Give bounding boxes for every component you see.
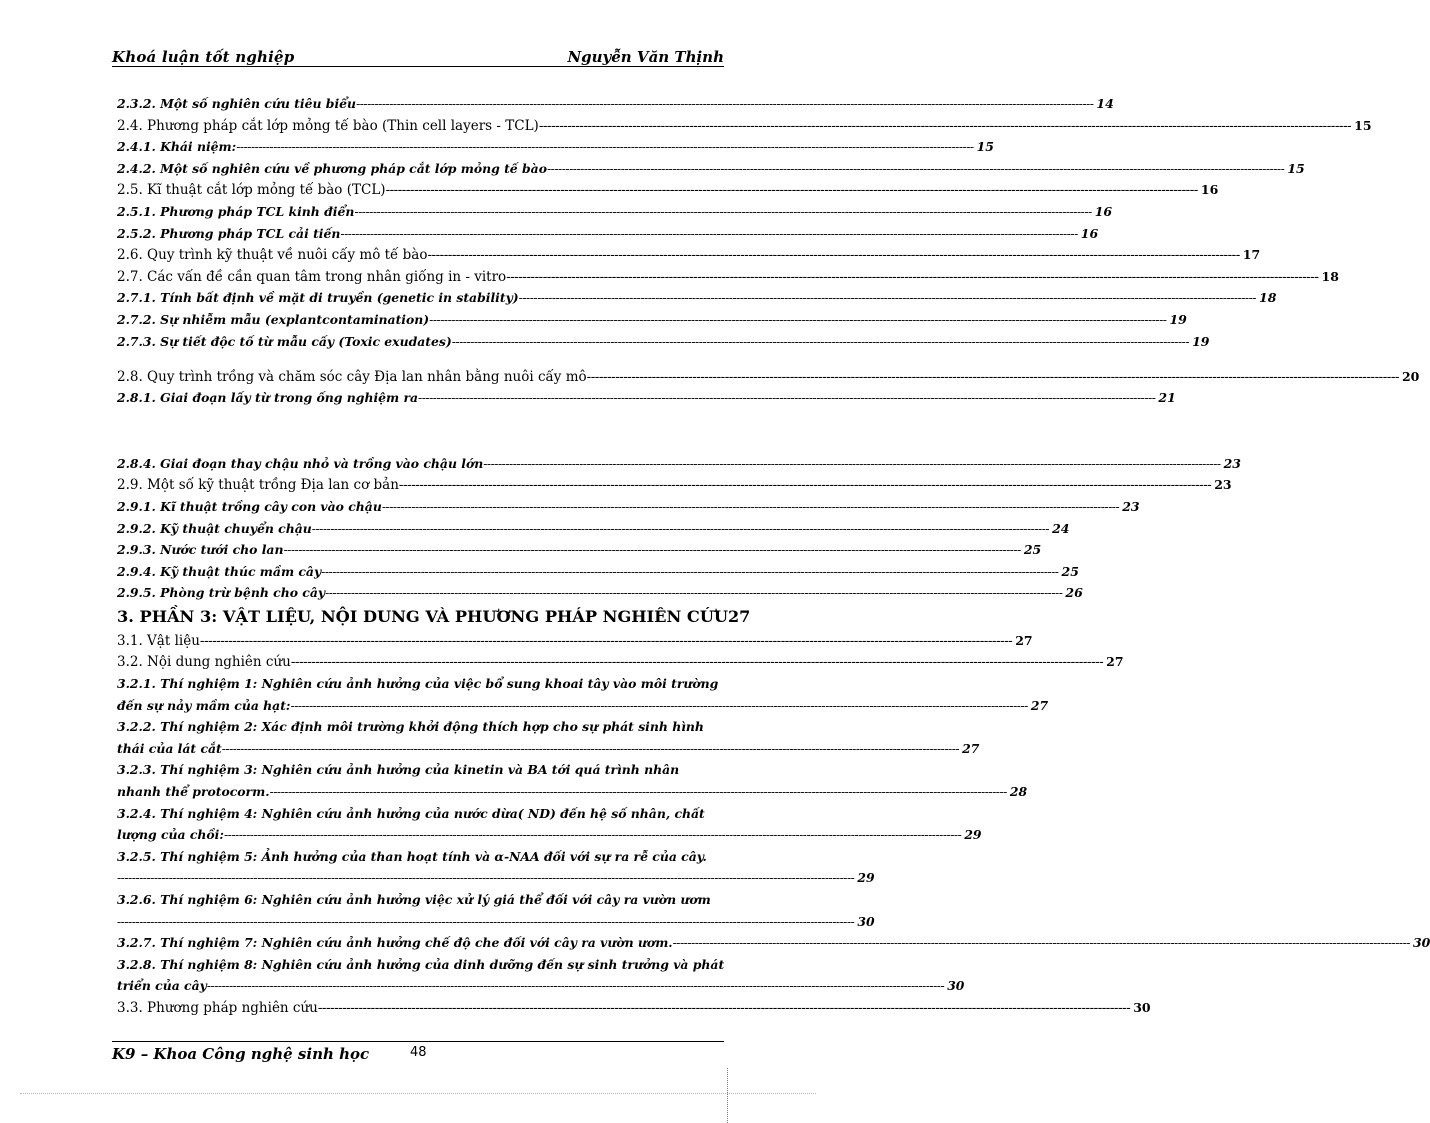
page-crop-mark-horizontal: [20, 1093, 816, 1094]
leader-dots: [291, 695, 1028, 717]
toc-entry[interactable]: [117, 474, 1232, 496]
toc-entry-page: 27: [1030, 697, 1049, 713]
toc-entry[interactable]: [117, 115, 1372, 137]
toc-entry[interactable]: [117, 651, 1124, 673]
toc-entry-title-cont: nhanh thể protocorm.: [117, 784, 270, 800]
toc-entry[interactable]: [117, 366, 1420, 388]
toc-entry[interactable]: [117, 309, 1187, 331]
toc-entry-page: 20: [1401, 368, 1420, 384]
toc-entry-title: 3.2.5. Thí nghiệm 5: Ảnh hưởng của than hoạt tính và α-NAA đối với sự ra rễ của cây.: [117, 848, 707, 864]
toc-entry[interactable]: [117, 244, 1261, 266]
toc-entry-page: 16: [1080, 225, 1099, 241]
toc-entry-title: 2.9.3. Nước tưới cho lan: [117, 542, 284, 558]
toc-entry-page: 18: [1321, 268, 1339, 284]
toc-entry-title: 3.2.3. Thí nghiệm 3: Nghiên cứu ảnh hưởng của kinetin và BA tới quá trình nhân: [117, 762, 680, 778]
toc-entry-title: 2.5.1. Phương pháp TCL kinh điển: [117, 203, 355, 219]
toc-entry-title: 2.9.4. Kỹ thuật thúc mầm cây: [117, 563, 322, 579]
toc-entry-title: 3.2.2. Thí nghiệm 2: Xác định môi trường khởi động thích hợp cho sự phát sinh hình: [117, 719, 704, 735]
leader-dots: [418, 387, 1155, 409]
toc-entry-experiment-4[interactable]: [117, 803, 982, 846]
toc-entry-experiment-8[interactable]: [117, 954, 965, 997]
toc-entry[interactable]: [117, 561, 1079, 583]
toc-entry-page: 30: [1412, 935, 1430, 951]
toc-entry-title: 3.1. Vật liệu: [117, 632, 200, 649]
toc-entry-title: 3.2.4. Thí nghiệm 4: Nghiên cứu ảnh hưởng của nước dừa( ND) đến hệ số nhân, chất: [117, 805, 705, 821]
toc-entry-page: 16: [1094, 203, 1113, 219]
toc-entry-experiment-6[interactable]: [117, 889, 875, 932]
toc-entry[interactable]: [117, 539, 1042, 561]
leader-dots: [354, 201, 1091, 223]
toc-entry-page: 24: [1052, 520, 1070, 536]
leader-dots: [547, 158, 1284, 180]
toc-part-heading[interactable]: [117, 604, 751, 630]
toc-entry-title: 2.4.2. Một số nghiên cứu về phương pháp cắt lớp mỏng tế bào: [117, 160, 547, 176]
toc-entry-page: 28: [1009, 784, 1028, 800]
toc-entry[interactable]: [117, 453, 1241, 475]
toc-entry[interactable]: [117, 201, 1113, 223]
toc-entry[interactable]: [117, 387, 1176, 409]
toc-entry-experiment-2[interactable]: [117, 716, 980, 759]
toc-entry-title: 3.2.6. Thí nghiệm 6: Nghiên cứu ảnh hưởng việc xử lý giá thể đối với cây ra vườn ươm: [117, 892, 711, 907]
footer-page-number: 48: [410, 1045, 427, 1060]
leader-dots: [321, 561, 1058, 583]
leader-dots: [117, 867, 854, 889]
toc-entry-page: 21: [1158, 390, 1176, 406]
leader-dots: [382, 496, 1119, 518]
leader-dots: [356, 93, 1093, 115]
leader-dots: [318, 998, 1130, 1020]
leader-dots: [506, 267, 1318, 289]
toc-entry-page: 25: [1061, 563, 1079, 579]
toc-entry-experiment-7[interactable]: [117, 932, 1430, 954]
header-author-name: Nguyễn Văn Thịnh: [567, 48, 724, 66]
toc-entry-page: 26: [1065, 585, 1083, 601]
toc-entry-page: 23: [1223, 455, 1241, 471]
toc-entry-page: 29: [857, 870, 875, 886]
leader-dots: [452, 331, 1189, 352]
page-crop-mark-vertical: [727, 1068, 728, 1123]
toc-entry-page: 30: [947, 978, 965, 994]
toc-entry-title: 3. PHẦN 3: VẬT LIỆU, NỘI DUNG VÀ PHƯƠNG PHÁP NGHIÊN CỨU: [117, 606, 729, 626]
leader-dots: [222, 738, 959, 760]
toc-entry[interactable]: [117, 179, 1219, 201]
leader-dots: [399, 475, 1211, 497]
toc-entry-page: 19: [1192, 333, 1210, 349]
toc-entry-title: 3.2.1. Thí nghiệm 1: Nghiên cứu ảnh hưởng của việc bổ sung khoai tây vào môi trường: [117, 676, 719, 692]
toc-entry-title: 2.8.1. Giai đoạn lấy từ trong ống nghiệm ra: [117, 390, 419, 406]
toc-entry-page: 30: [1133, 999, 1151, 1015]
page-footer: [112, 1041, 724, 1062]
leader-dots: [483, 453, 1220, 475]
toc-entry[interactable]: [117, 158, 1305, 180]
toc-entry-title: 2.9. Một số kỹ thuật trồng Địa lan cơ bản: [117, 477, 399, 494]
toc-entry-clipped[interactable]: [117, 331, 1210, 349]
leader-dots: [325, 582, 1062, 604]
toc-entry-experiment-1[interactable]: [117, 673, 1049, 716]
leader-dots: [539, 116, 1351, 138]
toc-entry-page: 27: [1015, 632, 1033, 648]
toc-entry[interactable]: [117, 136, 994, 158]
toc-entry[interactable]: [117, 287, 1277, 309]
table-of-contents: [117, 93, 1430, 1019]
toc-entry-title: 2.9.5. Phòng trừ bệnh cho cây: [117, 585, 326, 601]
leader-dots: [207, 975, 944, 997]
leader-dots: [429, 309, 1166, 331]
toc-entry-page: 16: [1200, 182, 1219, 198]
toc-entry-page: 30: [857, 913, 875, 929]
toc-entry-page: 23: [1214, 477, 1232, 493]
toc-entry-page: 14: [1096, 96, 1114, 111]
leader-dots: [386, 180, 1198, 202]
toc-entry-title-cont: lượng của chồi:: [117, 827, 224, 843]
leader-dots: [673, 932, 1410, 954]
section-gap: [117, 409, 722, 453]
toc-entry-page: 27: [1106, 654, 1124, 670]
toc-entry-title-cont: đến sự nảy mầm của hạt:: [117, 697, 291, 713]
toc-entry-title: 2.7. Các vấn đề cần quan tâm trong nhân giống in - vitro: [117, 268, 507, 285]
toc-entry-title: 2.4.1. Khái niệm:: [117, 139, 237, 155]
toc-entry-page: 15: [1354, 117, 1372, 133]
leader-dots: [340, 223, 1077, 245]
leader-dots: [587, 367, 1399, 389]
toc-entry-title: 2.9.1. Kĩ thuật trồng cây con vào chậu: [117, 498, 382, 514]
toc-entry-page: 17: [1242, 247, 1261, 263]
toc-entry-title: 2.5. Kĩ thuật cắt lớp mỏng tế bào (TCL): [117, 182, 386, 199]
toc-entry-title: 2.7.3. Sự tiết độc tố từ mẫu cấy (Toxic exudates): [117, 333, 452, 349]
toc-entry-page: 18: [1259, 290, 1277, 306]
toc-entry-title: 2.8. Quy trình trồng và chăm sóc cây Địa lan nhân bằng nuôi cấy mô: [117, 368, 587, 385]
toc-entry-title: 3.3. Phương pháp nghiên cứu: [117, 999, 318, 1016]
toc-entry[interactable]: [117, 997, 1151, 1019]
toc-entry[interactable]: [117, 582, 1083, 604]
leader-dots: [117, 911, 854, 933]
toc-entry-title: 2.7.2. Sự nhiễm mẫu (explantcontamination): [117, 311, 430, 327]
toc-entry-page: 15: [976, 139, 994, 155]
toc-entry-title: 2.6. Quy trình kỹ thuật về nuôi cấy mô tế bào: [117, 247, 428, 264]
leader-dots: [283, 539, 1020, 561]
leader-dots: [519, 287, 1256, 309]
toc-entry-title: 3.2.7. Thí nghiệm 7: Nghiên cứu ảnh hưởng chế độ che đối với cây ra vườn ươm.: [117, 935, 673, 951]
leader-dots: [291, 652, 1103, 674]
toc-entry-title: 2.5.2. Phương pháp TCL cải tiến: [117, 225, 341, 241]
toc-entry-page: 15: [1287, 160, 1305, 176]
header-thesis-label: Khoá luận tốt nghiệp: [112, 48, 295, 66]
toc-entry-page: 27: [962, 740, 980, 756]
toc-entry-title: 3.2. Nội dung nghiên cứu: [117, 654, 291, 671]
toc-entry[interactable]: [117, 93, 1114, 115]
leader-dots: [200, 631, 1012, 653]
leader-dots: [236, 136, 973, 158]
leader-dots: [270, 781, 1007, 803]
toc-entry-title: 2.8.4. Giai đoạn thay chậu nhỏ và trồng vào chậu lớn: [117, 455, 484, 471]
toc-entry-page: 29: [964, 827, 982, 843]
toc-entry[interactable]: [117, 518, 1070, 540]
toc-entry-page: 27: [728, 606, 751, 626]
toc-entry-title: 2.3.2. Một số nghiên cứu tiêu biểu: [117, 96, 357, 111]
footer-faculty-label: K9 – Khoa Công nghệ sinh học: [112, 1045, 370, 1063]
toc-entry-title-cont: thái của lát cắt: [117, 740, 222, 756]
toc-entry-title: 2.9.2. Kỹ thuật chuyển chậu: [117, 520, 312, 536]
toc-entry[interactable]: [117, 630, 1033, 652]
toc-entry-page: 25: [1023, 542, 1042, 558]
toc-entry-title: 2.4. Phương pháp cắt lớp mỏng tế bào (Thin cell layers - TCL): [117, 117, 539, 134]
toc-entry-title: 2.7.1. Tính bất định về mặt di truyền (genetic in stability): [117, 290, 519, 306]
toc-entry-experiment-5[interactable]: [117, 846, 875, 889]
toc-entry-title-cont: triển của cây: [117, 978, 207, 994]
toc-entry-experiment-3[interactable]: [117, 759, 1028, 802]
leader-dots: [427, 245, 1239, 267]
leader-dots: [224, 824, 961, 846]
toc-entry[interactable]: [117, 266, 1339, 288]
toc-entry[interactable]: [117, 496, 1140, 518]
toc-entry-page: 23: [1122, 498, 1140, 514]
toc-entry-title: 3.2.8. Thí nghiệm 8: Nghiên cứu ảnh hưởng của dinh dưỡng đến sự sinh trưởng và phát: [117, 956, 725, 972]
leader-dots: [312, 518, 1049, 540]
toc-entry-page: 19: [1169, 311, 1187, 327]
toc-entry[interactable]: [117, 223, 1099, 245]
page-header: [112, 48, 724, 67]
